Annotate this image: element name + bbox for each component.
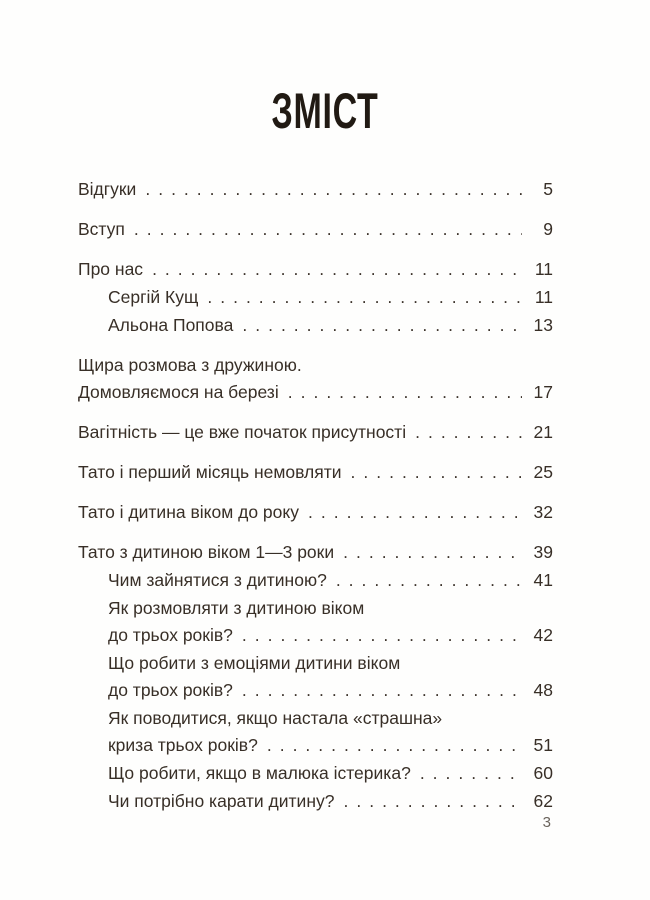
dot-leader <box>420 760 522 787</box>
toc-entry <box>78 312 553 339</box>
toc-entry <box>78 567 553 594</box>
toc-entry <box>78 419 553 446</box>
toc-entry-line <box>78 256 553 283</box>
toc-entry-label: до трьох років? <box>108 680 233 700</box>
toc-entry-page: 13 <box>533 315 553 335</box>
toc-entry-label: Що робити, якщо в малюка істерика? <box>108 763 411 783</box>
footer-page-number: 3 <box>542 814 551 831</box>
toc-entry-page: 11 <box>534 259 553 279</box>
dot-leader <box>343 788 522 815</box>
toc-entry-page: 17 <box>533 382 553 402</box>
toc-entry-page: 42 <box>533 625 553 645</box>
toc-list <box>78 176 553 815</box>
toc-entry-page: 39 <box>533 542 553 562</box>
toc-entry <box>78 352 553 406</box>
page-title: ЗМІСТ <box>271 83 379 139</box>
toc-entry-label: Що робити з емоціями дитини віком <box>108 653 401 673</box>
dot-leader <box>267 732 522 759</box>
dot-leader <box>134 216 522 243</box>
toc-entry-page: 51 <box>533 735 553 755</box>
toc-entry-line <box>78 419 553 446</box>
toc-entry-line <box>78 352 553 379</box>
toc-entry-label: Тато з дитиною віком 1—3 роки <box>78 542 335 562</box>
toc-entry-line <box>78 216 553 243</box>
toc-entry-line <box>108 760 553 787</box>
toc-entry <box>78 176 553 203</box>
toc-entry <box>78 459 553 486</box>
toc-entry-page: 11 <box>534 287 553 307</box>
toc-entry <box>78 499 553 526</box>
toc-entry-line <box>78 499 553 526</box>
toc-entry-page: 9 <box>543 219 553 239</box>
toc-entry-label: Домовляємося на березі <box>78 382 279 402</box>
toc-entry-page: 5 <box>543 179 553 199</box>
toc-entry <box>78 760 553 787</box>
dot-leader <box>242 312 522 339</box>
dot-leader <box>288 379 522 406</box>
toc-entry-line <box>108 677 553 704</box>
toc-entry <box>78 788 553 815</box>
toc-entry-label: Щира розмова з дружиною. <box>78 355 302 375</box>
toc-entry-line <box>108 567 553 594</box>
toc-entry <box>78 539 553 566</box>
toc-entry-page: 60 <box>533 763 553 783</box>
toc-entry <box>78 256 553 283</box>
dot-leader <box>207 284 522 311</box>
toc-entry-page: 41 <box>533 570 553 590</box>
toc-entry <box>78 595 553 649</box>
toc-entry-page: 25 <box>533 462 553 482</box>
dot-leader <box>242 622 522 649</box>
dot-leader <box>152 256 522 283</box>
toc-entry-line <box>78 459 553 486</box>
toc-entry-label: Тато і перший місяць немовляти <box>78 462 342 482</box>
dot-leader <box>242 677 522 704</box>
dot-leader <box>343 539 522 566</box>
dot-leader <box>308 499 522 526</box>
dot-leader <box>351 459 523 486</box>
dot-leader <box>415 419 522 446</box>
toc-entry-line <box>108 622 553 649</box>
toc-entry-label: до трьох років? <box>108 625 233 645</box>
toc-entry-label: Альона Попова <box>108 315 234 335</box>
toc-entry-page: 21 <box>533 422 553 442</box>
toc-entry-label: Вагітність — це вже початок присутності <box>78 422 407 442</box>
toc-entry-page: 62 <box>533 791 553 811</box>
toc-entry-line <box>108 595 553 622</box>
toc-entry-label: Як розмовляти з дитиною віком <box>108 598 365 618</box>
toc-entry-label: Як поводитися, якщо настала «страшна» <box>108 708 443 728</box>
toc-entry-page: 48 <box>533 680 553 700</box>
toc-entry <box>78 705 553 759</box>
toc-entry-line <box>78 176 553 203</box>
toc-entry-page: 32 <box>533 502 553 522</box>
toc-entry-label: криза трьох років? <box>108 735 258 755</box>
toc-entry-line <box>108 650 553 677</box>
toc-entry-label: Про нас <box>78 259 144 279</box>
toc-entry-line <box>108 284 553 311</box>
toc-entry-line <box>108 705 553 732</box>
toc-entry-line <box>78 539 553 566</box>
toc-entry <box>78 216 553 243</box>
toc-entry <box>78 284 553 311</box>
toc-entry-line <box>108 788 553 815</box>
toc-entry-line <box>108 732 553 759</box>
dot-leader <box>145 176 522 203</box>
toc-entry-line <box>108 312 553 339</box>
toc-entry <box>78 650 553 704</box>
toc-entry-label: Сергій Кущ <box>108 287 199 307</box>
toc-entry-label: Чи потрібно карати дитину? <box>108 791 335 811</box>
toc-entry-label: Чим зайнятися з дитиною? <box>108 570 327 590</box>
toc-entry-line <box>78 379 553 406</box>
toc-entry-label: Вступ <box>78 219 125 239</box>
toc-entry-label: Тато і дитина віком до року <box>78 502 299 522</box>
toc-entry-label: Відгуки <box>78 179 137 199</box>
dot-leader <box>336 567 522 594</box>
